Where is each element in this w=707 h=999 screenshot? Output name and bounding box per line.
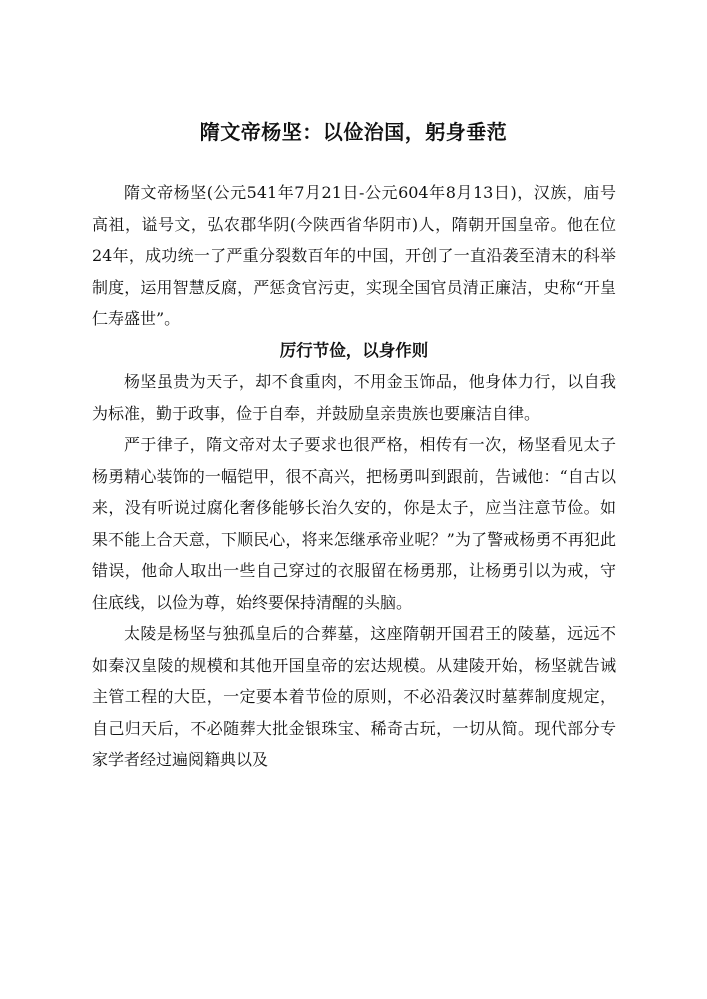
body-paragraph-3: 太陵是杨坚与独孤皇后的合葬墓，这座隋朝开国君王的陵墓，远远不如秦汉皇陵的规模和其他开国皇帝的宏达规模。从建陵开始，杨坚就告诫主管工程的大臣，一定要本着节俭的原则，不必沿袭汉时墓葬制度规定，自己归天后，不必随葬大批金银珠宝、稀奇古玩，一切从简。现代部分专家学者经过遍阅籍典以及 bbox=[92, 624, 616, 769]
section-heading: 厉行节俭，以身作则 bbox=[279, 340, 429, 360]
body-paragraph-1: 杨坚虽贵为天子，却不食重肉，不用金玉饰品，他身体力行，以自我为标准，勤于政事，俭于自奉，并鼓励皇亲贵族也要廉洁自律。 bbox=[92, 372, 616, 423]
document-body bbox=[92, 177, 616, 776]
body-paragraph-2: 严于律子，隋文帝对太子要求也很严格，相传有一次，杨坚看见太子杨勇精心装饰的一幅铠甲，很不高兴，把杨勇叫到跟前，告诫他：“自古以来，没有听说过腐化奢侈能够长治久安的，你是太子，应当注意节俭。如果不能上合天意，下顺民心，将来怎继承帝业呢？”为了警戒杨勇不再犯此错误，他命人取出一些自己穿过的衣服留在杨勇那，让杨勇引以为戒，守住底线，以俭为尊，始终要保持清醒的头脑。 bbox=[92, 435, 616, 612]
intro-paragraph: 隋文帝杨坚(公元541年7月21日-公元604年8月13日)，汉族，庙号高祖，谥号文，弘农郡华阴(今陕西省华阴市)人，隋朝开国皇帝。他在位24年，成功统一了严重分裂数百年的中国，开创了一直沿袭至清末的科举制度，运用智慧反腐，严惩贪官污吏，实现全国官员清正廉洁，史称“开皇仁寿盛世”。 bbox=[92, 183, 616, 328]
document-title: 隋文帝杨坚：以俭治国，躬身垂范 bbox=[199, 120, 508, 144]
